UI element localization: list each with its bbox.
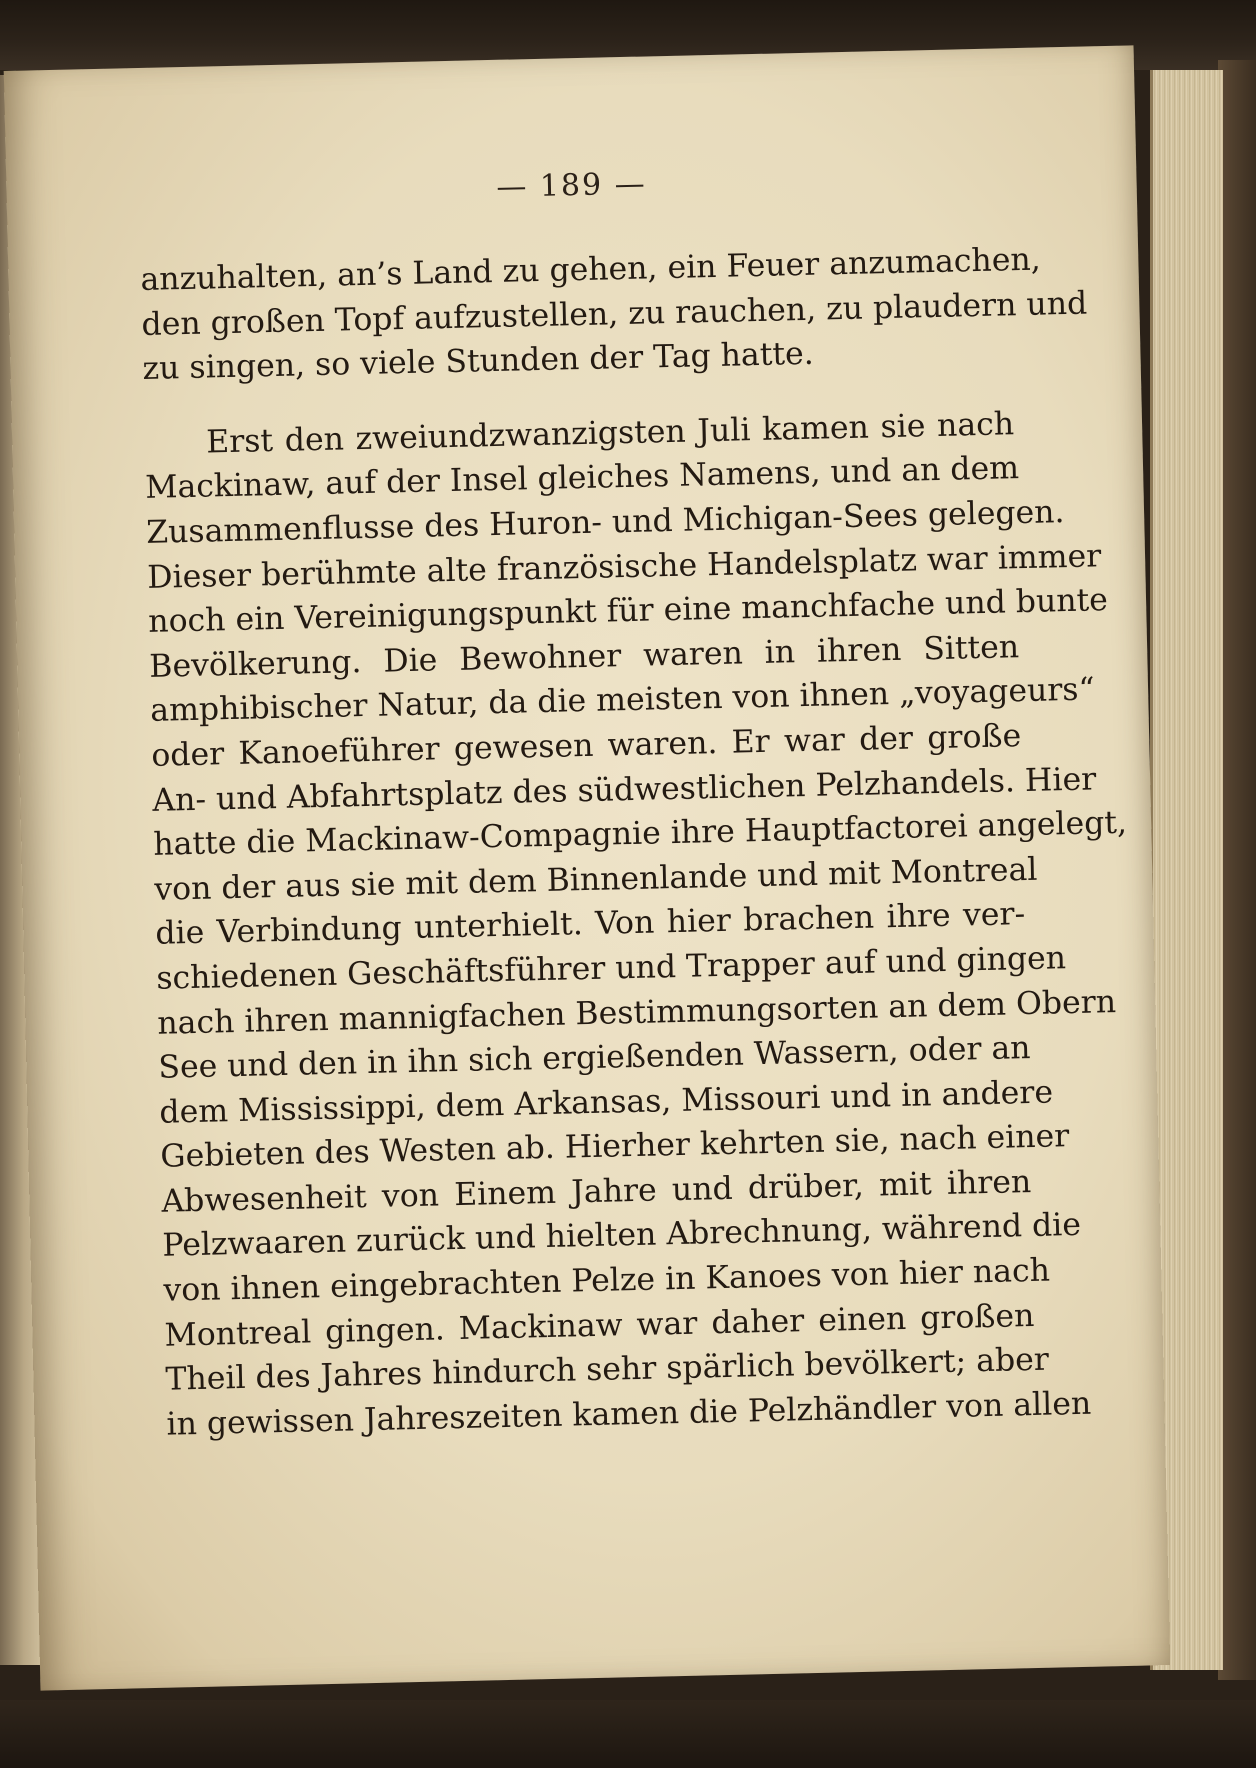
text-line: noch ein Vereinigungspunkt für eine manchfache und bunte (147, 582, 1109, 641)
text-line: hatte die Mackinaw-Compagnie ihre Hauptfactorei angelegt, (152, 804, 1128, 863)
text-line: Montreal gingen. Mackinaw war daher einen großen (164, 1297, 1035, 1354)
text-line: An- und Abfahrtsplatz des südwestlichen Pelzhandels. Hier (151, 760, 1097, 819)
text-line: oder Kanoeführer gewesen waren. Er war der große (150, 718, 1022, 774)
text-line: Dieser berühmte alte französische Handelsplatz war immer (146, 537, 1102, 596)
text-line: Mackinaw, auf der Insel gleiches Namens, und an dem (144, 450, 1020, 507)
text-line: Pelzwaaren zurück und hielten Abrechnung, während die (162, 1207, 1082, 1265)
paragraph-2 (144, 402, 1128, 1447)
page-text (140, 238, 1128, 1447)
text-line: Zusammenflusse des Huron- und Michigan-Sees gelegen. (145, 494, 1065, 551)
book-page (4, 45, 1170, 1690)
text-line: Gebieten des Westen ab. Hierher kehrten sie, nach einer (160, 1118, 1070, 1176)
text-line: dem Mississippi, dem Arkansas, Missouri und in andere (159, 1074, 1054, 1131)
page-number: — 189 — (495, 166, 648, 205)
text-line: nach ihren mannigfachen Bestimmungsorten an dem Obern (157, 983, 1117, 1042)
text-line: See und den in ihn sich ergießenden Wassern, oder an (158, 1030, 1031, 1086)
text-line: von der aus sie mit dem Binnenlande und mit Montreal (153, 851, 1038, 908)
text-line: zu singen, so viele Stunden der Tag hatte. (142, 335, 815, 388)
text-line: Abwesenheit von Einem Jahre und drüber, mit ihren (161, 1163, 1032, 1220)
text-line: amphibischer Natur, da die meisten von ihnen „voyageurs“ (149, 671, 1096, 730)
paragraph-1 (140, 238, 1088, 391)
text-line: anzuhalten, an’s Land zu gehen, ein Feuer anzumachen, (140, 241, 1042, 298)
text-line: schiedenen Geschäftsführer und Trapper auf und gingen (155, 940, 1067, 997)
text-line: Theil des Jahres hindurch sehr spärlich bevölkert; aber (165, 1341, 1050, 1398)
text-line: Erst den zweiundzwanzigsten Juli kamen sie nach (205, 405, 1015, 461)
text-line: die Verbindung unterhielt. Von hier brachen ihre ver- (154, 896, 1026, 953)
text-line: Bevölkerung. Die Bewohner waren in ihren Sitten (148, 628, 1020, 685)
text-line: von ihnen eingebrachten Pelze in Kanoes von hier nach (163, 1252, 1051, 1309)
text-line: in gewissen Jahreszeiten kamen die Pelzhändler von allen (166, 1385, 1092, 1443)
book-cover-edge (1218, 60, 1256, 1680)
text-line: den großen Topf aufzustellen, zu rauchen, zu plaudern und (141, 285, 1088, 343)
book-cover-bottom (0, 1700, 1256, 1768)
